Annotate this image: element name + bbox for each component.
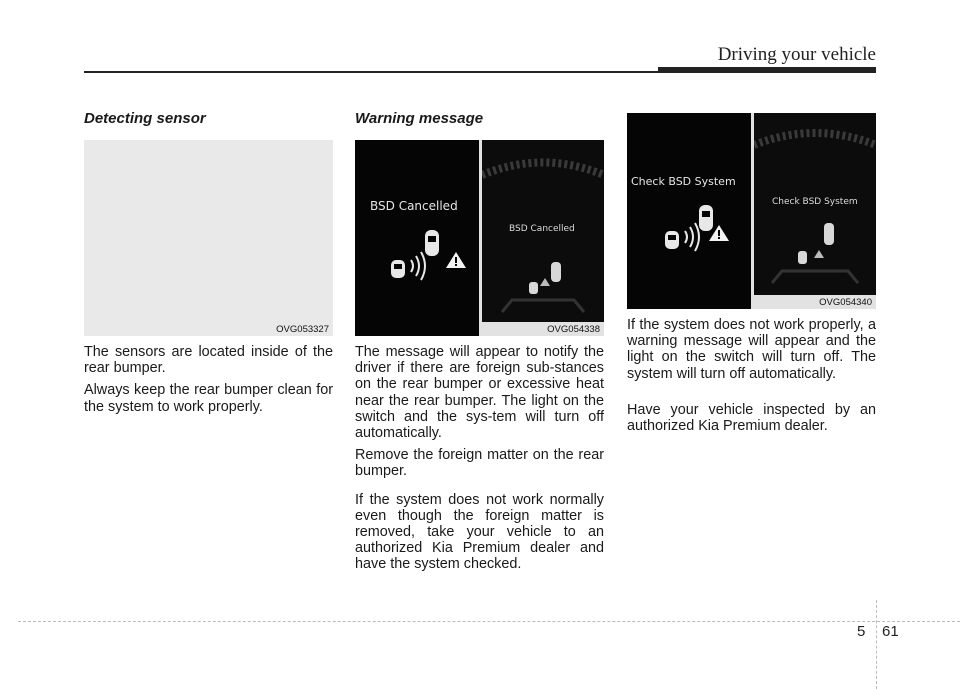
display-panel-cluster [754, 113, 876, 295]
car-top-view-icon [798, 251, 807, 264]
paragraph: The message will appear to notify the driver if there are foreign sub-stances on the rear bumper or excessive heat near the rear bumper. The light on the switch and the sys-tem will turn off automatically. [355, 344, 604, 442]
paragraph: Always keep the rear bumper clean for the system to work properly. [84, 382, 333, 415]
car-top-view-icon [551, 262, 561, 282]
warning-triangle-icon [814, 250, 824, 258]
sensor-figure [84, 140, 333, 336]
column-detecting-sensor [84, 110, 333, 421]
bsd-cancelled-figure [355, 140, 604, 336]
chapter-number: 5 [857, 623, 866, 640]
display-panel-large [627, 113, 751, 309]
column-warning-message [355, 110, 604, 579]
page-number: 61 [882, 623, 899, 640]
display-panel-cluster [482, 140, 604, 322]
check-bsd-system-figure [627, 113, 876, 309]
display-panel-large [355, 140, 479, 336]
car-top-view-icon [529, 282, 538, 294]
car-top-view-icon [824, 223, 834, 245]
paragraph: Have your vehicle inspected by an authorized Kia Premium dealer. [627, 401, 876, 435]
car-top-view-icon [699, 205, 713, 231]
bsd-graphic [627, 113, 751, 309]
figure-code: OVG054340 [819, 297, 872, 308]
figure-code: OVG054338 [547, 324, 600, 335]
header-title: Driving your vehicle [717, 44, 876, 65]
display-message: Check BSD System [631, 175, 736, 188]
figure-code: OVG053327 [276, 324, 329, 335]
paragraph: The sensors are located inside of the rear bumper. [84, 344, 333, 377]
warning-triangle-icon [446, 252, 466, 268]
section-title: Detecting sensor [84, 110, 206, 127]
paragraph: Remove the foreign matter on the rear bumper. [355, 447, 604, 480]
column-check-system [627, 113, 876, 440]
car-top-view-icon [391, 260, 405, 278]
radar-waves-icon [685, 223, 699, 251]
warning-triangle-icon [540, 278, 550, 286]
display-message: BSD Cancelled [509, 224, 575, 234]
display-message: BSD Cancelled [370, 199, 458, 213]
footer-divider [876, 600, 877, 689]
display-message: Check BSD System [772, 197, 858, 207]
car-top-view-icon [665, 231, 679, 249]
paragraph: If the system does not work normally even though the foreign matter is removed, take your vehicle to an authorized Kia Premium dealer and have the system checked. [355, 491, 604, 573]
paragraph: If the system does not work properly, a warning message will appear and the light on the switch will turn off. The system will turn off automatically. [627, 317, 876, 382]
radar-waves-icon [411, 252, 425, 280]
header-rule-accent [658, 67, 876, 73]
car-top-view-icon [425, 230, 439, 256]
section-title: Warning message [355, 110, 484, 127]
footer-rule [18, 621, 960, 622]
bsd-graphic [355, 140, 479, 336]
